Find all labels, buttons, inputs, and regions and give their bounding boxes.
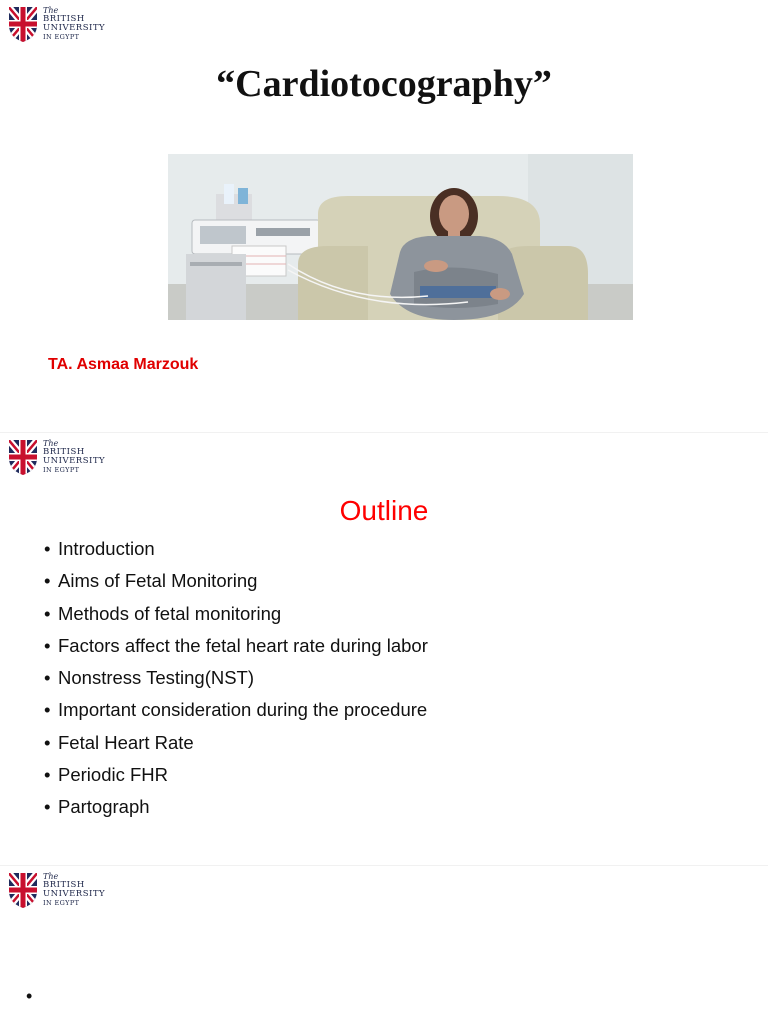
outline-item-text: Fetal Heart Rate <box>58 731 194 753</box>
university-logo <box>7 5 105 43</box>
outline-item-text: Aims of Fetal Monitoring <box>58 570 258 592</box>
outline-item-text: Important consideration during the procedure <box>58 699 428 721</box>
outline-item-text: Nonstress Testing(NST) <box>58 667 255 689</box>
outline-item: • Partograph <box>44 796 150 818</box>
logo-the: The <box>43 6 59 15</box>
slide-partial <box>0 865 768 1026</box>
empty-bullet: • <box>26 986 33 1006</box>
outline-title: Outline <box>339 495 429 526</box>
union-flag-shield-icon <box>7 871 39 909</box>
ctg-monitoring-photo <box>168 154 633 320</box>
logo-british: BRITISH <box>43 880 85 890</box>
outline-item: • Introduction <box>44 538 155 559</box>
logo-the: The <box>43 439 59 448</box>
university-logo <box>7 438 105 476</box>
outline-item-text: Partograph <box>58 796 150 818</box>
union-flag-shield-icon <box>7 5 39 43</box>
outline-item: • Aims of Fetal Monitoring <box>44 570 258 592</box>
slide-title <box>0 0 768 432</box>
outline-item: • Factors affect the fetal heart rate during labor <box>44 634 428 656</box>
logo-the: The <box>43 872 59 881</box>
union-flag-shield-icon <box>7 438 39 476</box>
outline-item: • Important consideration during the procedure <box>44 699 428 721</box>
logo-in-egypt: IN EGYPT <box>43 466 80 474</box>
logo-in-egypt: IN EGYPT <box>43 33 80 41</box>
logo-university: UNIVERSITY <box>43 456 106 466</box>
logo-university: UNIVERSITY <box>43 889 106 899</box>
outline-item: • Fetal Heart Rate <box>44 731 194 753</box>
logo-university: UNIVERSITY <box>43 23 106 33</box>
outline-list <box>44 533 428 824</box>
outline-item-text: Introduction <box>58 538 155 559</box>
outline-item: • Nonstress Testing(NST) <box>44 667 255 689</box>
outline-item-text: Periodic FHR <box>58 764 168 786</box>
slide-title-text: “Cardiotocography” <box>216 63 552 105</box>
logo-british: BRITISH <box>43 14 85 24</box>
logo-in-egypt: IN EGYPT <box>43 899 80 907</box>
outline-item-text: Factors affect the fetal heart rate during labor <box>58 634 428 656</box>
author-name: TA. Asmaa Marzouk <box>48 356 199 373</box>
outline-item: • Methods of fetal monitoring <box>44 602 282 624</box>
university-logo <box>7 871 105 909</box>
slide-outline <box>0 432 768 865</box>
outline-item-text: Methods of fetal monitoring <box>58 602 282 624</box>
outline-item: • Periodic FHR <box>44 764 168 786</box>
logo-british: BRITISH <box>43 447 85 457</box>
